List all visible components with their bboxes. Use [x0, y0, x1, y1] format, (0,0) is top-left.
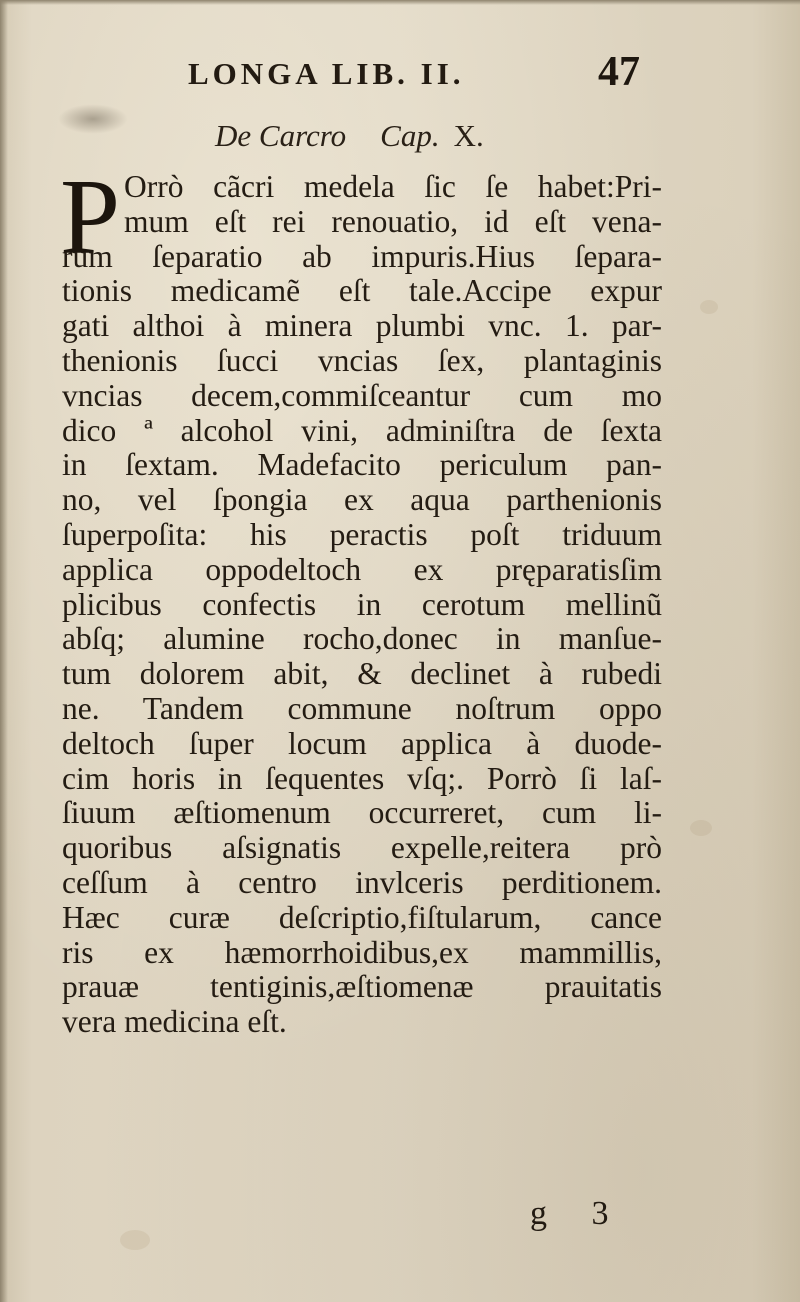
text-line: prauæ tentiginis,æſtiomenæ prauitatis: [62, 970, 662, 1005]
body-text: [60, 158, 662, 1040]
page-edge-left: [0, 0, 8, 1302]
text-line: ceſſum à centro invlceris perditionem.: [62, 865, 662, 900]
drop-cap: P: [60, 158, 121, 277]
text-line: no, vel ſpongia ex aqua parthenionis: [62, 483, 662, 518]
text-line: vera medicina eſt.: [62, 1005, 287, 1040]
ink-smudge: [58, 104, 128, 134]
foxing-spot: [700, 300, 718, 314]
text-line: Hæc curæ deſcriptio,fiſtularum, cance: [62, 900, 662, 935]
text-line: vncias decem,commiſceantur cum mo: [62, 378, 662, 413]
text-line: ne. Tandem commune noſtrum oppo: [62, 691, 662, 726]
text-line: Orrò cãcri medela ſic ſe habet:Pri-: [124, 170, 662, 204]
text-line: mum eſt rei renouatio, id eſt vena-: [124, 204, 662, 239]
text-line: quoribus aſsignatis expelle,reitera prò: [62, 831, 662, 866]
chapter-number: X.: [453, 118, 484, 153]
chapter-title: De Carcro: [215, 118, 347, 153]
text-line: tionis medicamẽ eſt tale.Accipe expur: [62, 274, 662, 309]
text-line: rum ſeparatio ab impuris.Hius ſepara-: [62, 239, 662, 274]
signature-mark: g 3: [530, 1195, 627, 1232]
text-line: ſuperpoſita: his peractis poſt triduum: [62, 517, 662, 552]
page-edge-top: [0, 0, 800, 5]
page-header: [0, 48, 800, 98]
text-line: dico ª alcohol vini, adminiſtra de ſexta: [62, 413, 662, 448]
running-head: LONGA LIB. II.: [188, 56, 465, 91]
text-line: abſq; alumine rocho,donec in manſue-: [62, 622, 662, 657]
text-line: tum dolorem abit, & declinet à rubedi: [62, 657, 662, 692]
foxing-spot: [690, 820, 712, 836]
text-line: ris ex hæmorrhoidibus,ex mammillis,: [62, 935, 662, 970]
text-line: ſiuum æſtiomenum occurreret, cum li-: [62, 796, 662, 831]
text-line: thenionis ſucci vncias ſex, plantaginis: [62, 343, 662, 378]
text-line: deltoch ſuper locum applica à duode-: [62, 726, 662, 761]
text-line: cim horis in ſequentes vſq;. Porrò ſi laſ-: [62, 761, 662, 796]
foxing-spot: [120, 1230, 150, 1250]
text-line: gati althoi à minera plumbi vnc. 1. par-: [62, 309, 662, 344]
chapter-cap-label: Cap.: [380, 118, 440, 153]
chapter-heading: [215, 118, 484, 154]
page-number: 47: [598, 49, 640, 95]
text-line: applica oppodeltoch ex pręparatisſim: [62, 552, 662, 587]
text-line: plicibus confectis in cerotum mellinũ: [62, 587, 662, 622]
text-line: in ſextam. Madefacito periculum pan-: [62, 448, 662, 483]
